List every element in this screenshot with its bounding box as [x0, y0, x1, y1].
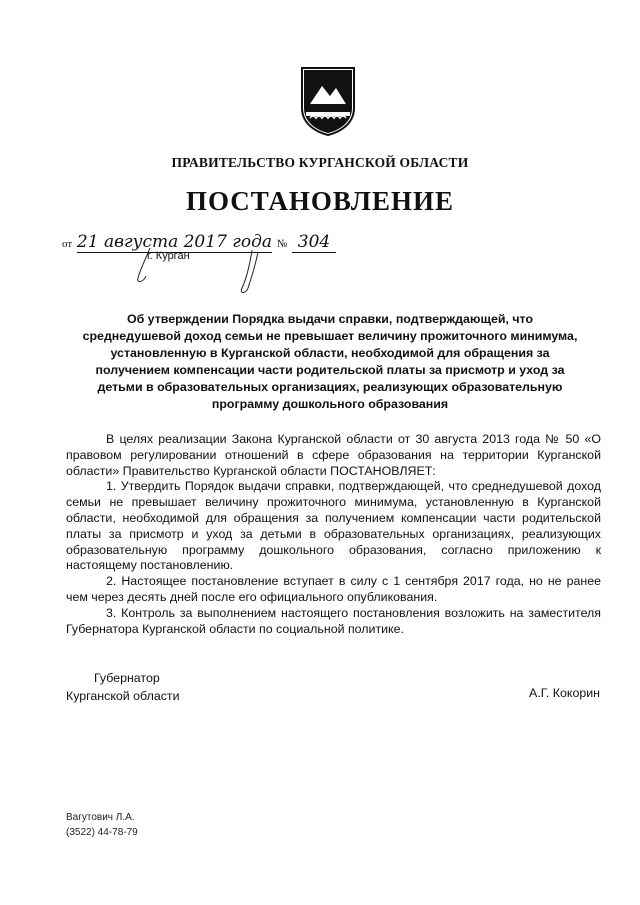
document-title: Об утверждении Порядка выдачи справки, подтверждающей, что среднедушевой доход семьи не превышает величину прожиточного минимума, установленную в Курганской области, необходимой для обращения за получением компенсации части родительской платы за присмотр и уход за детьми в образовательных организациях, реализующих образовательную программу дошкольного образования — [82, 312, 578, 411]
handwritten-date: 21 августа 2017 года — [76, 232, 273, 252]
document-body — [66, 432, 601, 637]
number-prefix: № — [276, 238, 288, 250]
date-prefix: от — [62, 238, 73, 250]
executor-contact — [66, 810, 138, 840]
document-type: ПОСТАНОВЛЕНИЕ — [185, 186, 455, 216]
signatory-position — [66, 669, 180, 705]
position-line-2: Курганской области — [66, 689, 180, 703]
executor-name: Вагутович Л.А. — [66, 812, 135, 823]
date-line — [62, 232, 336, 253]
position-line-1: Губернатор — [94, 671, 160, 685]
signatory-name: А.Г. Кокорин — [528, 686, 600, 700]
item-3: 3. Контроль за выполнением настоящего постановления возложить на заместителя Губернатора Курганской области по социальной политике. — [66, 605, 601, 636]
preamble: В целях реализации Закона Курганской области от 30 августа 2013 года № 50 «О правовом регулировании отношений в сфере образования на территории Курганской области» Правительство Курганской области ПОСТАНОВЛЯЕТ: — [66, 432, 601, 478]
item-1: 1. Утвердить Порядок выдачи справки, подтверждающей, что среднедушевой доход семьи не превышает величину прожиточного минимума, установленную в Курганской области, необходимой для обращения за получением компенсации части родительской платы за присмотр и уход за детьми в образовательных организациях, реализующих образовательную программу дошкольного образования, согласно приложению к настоящему постановлению. — [66, 479, 601, 573]
kurgan-coat-of-arms-icon — [300, 66, 356, 136]
handwritten-number: 304 — [292, 232, 336, 253]
item-2: 2. Настоящее постановление вступает в силу с 1 сентября 2017 года, но не ранее чем через десять дней после его официального опубликования. — [66, 574, 601, 604]
organization-name: ПРАВИТЕЛЬСТВО КУРГАНСКОЙ ОБЛАСТИ — [171, 155, 469, 170]
city: г. Курган — [147, 250, 190, 262]
executor-phone: (3522) 44-78-79 — [66, 827, 138, 838]
